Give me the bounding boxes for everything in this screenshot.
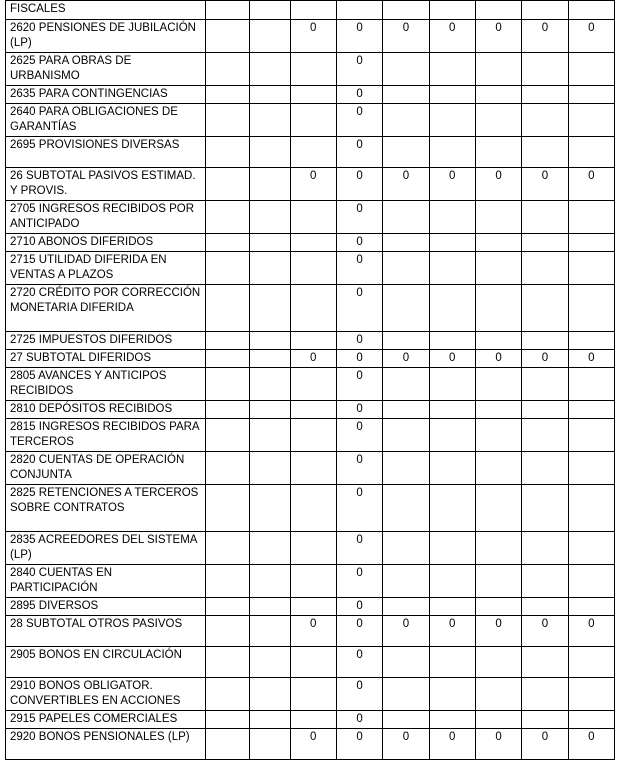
- value-cell: [206, 598, 249, 616]
- value-cell: 0: [429, 350, 475, 368]
- value-cell: [568, 647, 614, 678]
- value-cell: [522, 285, 568, 332]
- value-cell: [290, 419, 336, 452]
- account-label: 27 SUBTOTAL DIFERIDOS: [6, 350, 206, 368]
- value-cell: [206, 252, 249, 285]
- value-cell: [568, 137, 614, 168]
- value-cell: [522, 104, 568, 137]
- value-cell: [429, 137, 475, 168]
- value-cell: 0: [336, 647, 382, 678]
- table-row: [6, 401, 615, 419]
- accounts-table: [5, 0, 615, 760]
- value-cell: [522, 86, 568, 104]
- value-cell: [475, 532, 521, 565]
- value-cell: 0: [475, 350, 521, 368]
- value-cell: [568, 252, 614, 285]
- value-cell: [290, 598, 336, 616]
- value-cell: [429, 332, 475, 350]
- value-cell: 0: [568, 350, 614, 368]
- value-cell: [249, 201, 290, 234]
- value-cell: 0: [290, 616, 336, 647]
- value-cell: [429, 532, 475, 565]
- value-cell: 0: [336, 350, 382, 368]
- value-cell: 0: [336, 401, 382, 419]
- value-cell: [249, 86, 290, 104]
- table-row: [6, 285, 615, 332]
- value-cell: [429, 234, 475, 252]
- value-cell: [475, 368, 521, 401]
- value-cell: [568, 332, 614, 350]
- value-cell: [475, 647, 521, 678]
- value-cell: [568, 1, 614, 20]
- value-cell: [568, 86, 614, 104]
- value-cell: [475, 234, 521, 252]
- value-cell: [206, 86, 249, 104]
- value-cell: [290, 678, 336, 711]
- value-cell: 0: [383, 729, 429, 760]
- account-label: 2835 ACREEDORES DEL SISTEMA (LP): [6, 532, 206, 565]
- value-cell: [522, 678, 568, 711]
- table-row: [6, 252, 615, 285]
- value-cell: [475, 485, 521, 532]
- value-cell: 0: [429, 20, 475, 53]
- table-row: [6, 86, 615, 104]
- value-cell: [475, 86, 521, 104]
- value-cell: [522, 201, 568, 234]
- table-row: [6, 647, 615, 678]
- table-row: [6, 201, 615, 234]
- value-cell: 0: [336, 565, 382, 598]
- value-cell: [206, 452, 249, 485]
- value-cell: [290, 532, 336, 565]
- value-cell: [249, 1, 290, 20]
- value-cell: [249, 168, 290, 201]
- account-label: 26 SUBTOTAL PASIVOS ESTIMAD. Y PROVIS.: [6, 168, 206, 201]
- account-label: 2915 PAPELES COMERCIALES: [6, 711, 206, 729]
- table-row: [6, 368, 615, 401]
- value-cell: [290, 86, 336, 104]
- value-cell: [522, 401, 568, 419]
- value-cell: 0: [429, 616, 475, 647]
- account-label: 2810 DEPÓSITOS RECIBIDOS: [6, 401, 206, 419]
- value-cell: [290, 368, 336, 401]
- value-cell: [290, 485, 336, 532]
- table-row: [6, 1, 615, 20]
- value-cell: [290, 711, 336, 729]
- value-cell: [249, 368, 290, 401]
- account-label: 28 SUBTOTAL OTROS PASIVOS: [6, 616, 206, 647]
- value-cell: 0: [522, 350, 568, 368]
- value-cell: [206, 1, 249, 20]
- value-cell: [475, 53, 521, 86]
- account-label: 2725 IMPUESTOS DIFERIDOS: [6, 332, 206, 350]
- table-row: [6, 565, 615, 598]
- value-cell: [206, 729, 249, 760]
- account-label: 2820 CUENTAS DE OPERACIÓN CONJUNTA: [6, 452, 206, 485]
- value-cell: [383, 452, 429, 485]
- value-cell: [475, 711, 521, 729]
- value-cell: [206, 53, 249, 86]
- account-label: 2620 PENSIONES DE JUBILACIÓN (LP): [6, 20, 206, 53]
- value-cell: [383, 678, 429, 711]
- value-cell: 0: [290, 729, 336, 760]
- value-cell: [383, 201, 429, 234]
- account-label: 2715 UTILIDAD DIFERIDA EN VENTAS A PLAZOS: [6, 252, 206, 285]
- value-cell: 0: [290, 350, 336, 368]
- table-row: [6, 598, 615, 616]
- table-row: [6, 234, 615, 252]
- account-label: 2905 BONOS EN CIRCULACIÓN: [6, 647, 206, 678]
- value-cell: [206, 565, 249, 598]
- value-cell: [429, 201, 475, 234]
- value-cell: [249, 565, 290, 598]
- value-cell: [249, 234, 290, 252]
- value-cell: [290, 1, 336, 20]
- value-cell: [383, 137, 429, 168]
- value-cell: [249, 20, 290, 53]
- value-cell: [383, 1, 429, 20]
- table-row: [6, 104, 615, 137]
- value-cell: [290, 201, 336, 234]
- value-cell: 0: [336, 86, 382, 104]
- table-row: [6, 168, 615, 201]
- value-cell: 0: [475, 729, 521, 760]
- value-cell: [290, 234, 336, 252]
- value-cell: [429, 647, 475, 678]
- value-cell: [383, 285, 429, 332]
- value-cell: [568, 234, 614, 252]
- account-label: 2825 RETENCIONES A TERCEROS SOBRE CONTRATOS: [6, 485, 206, 532]
- value-cell: [568, 532, 614, 565]
- value-cell: [429, 1, 475, 20]
- value-cell: [522, 252, 568, 285]
- value-cell: [475, 565, 521, 598]
- value-cell: [383, 485, 429, 532]
- value-cell: 0: [383, 168, 429, 201]
- value-cell: 0: [522, 729, 568, 760]
- value-cell: [568, 565, 614, 598]
- table-row: [6, 532, 615, 565]
- value-cell: 0: [568, 168, 614, 201]
- value-cell: [249, 532, 290, 565]
- value-cell: [522, 711, 568, 729]
- value-cell: 0: [475, 168, 521, 201]
- value-cell: 0: [336, 252, 382, 285]
- value-cell: [249, 647, 290, 678]
- value-cell: 0: [336, 234, 382, 252]
- value-cell: [568, 419, 614, 452]
- value-cell: 0: [336, 137, 382, 168]
- value-cell: [429, 53, 475, 86]
- value-cell: [429, 419, 475, 452]
- table-row: [6, 332, 615, 350]
- value-cell: 0: [429, 729, 475, 760]
- value-cell: [383, 419, 429, 452]
- value-cell: 0: [383, 616, 429, 647]
- value-cell: 0: [336, 598, 382, 616]
- value-cell: [383, 53, 429, 86]
- value-cell: 0: [336, 20, 382, 53]
- value-cell: 0: [336, 678, 382, 711]
- value-cell: [206, 234, 249, 252]
- value-cell: [475, 598, 521, 616]
- value-cell: [383, 565, 429, 598]
- value-cell: [568, 401, 614, 419]
- value-cell: [206, 137, 249, 168]
- value-cell: [383, 332, 429, 350]
- value-cell: [206, 678, 249, 711]
- value-cell: [568, 452, 614, 485]
- value-cell: [249, 729, 290, 760]
- account-label: 2815 INGRESOS RECIBIDOS PARA TERCEROS: [6, 419, 206, 452]
- value-cell: [522, 53, 568, 86]
- value-cell: [522, 419, 568, 452]
- value-cell: [475, 1, 521, 20]
- value-cell: 0: [522, 168, 568, 201]
- table-row: [6, 678, 615, 711]
- table-row: [6, 350, 615, 368]
- value-cell: [475, 201, 521, 234]
- value-cell: [429, 401, 475, 419]
- value-cell: [475, 332, 521, 350]
- value-cell: [568, 485, 614, 532]
- value-cell: 0: [336, 168, 382, 201]
- value-cell: [206, 419, 249, 452]
- value-cell: [206, 168, 249, 201]
- table-row: [6, 452, 615, 485]
- value-cell: [568, 711, 614, 729]
- value-cell: [249, 616, 290, 647]
- value-cell: [568, 368, 614, 401]
- value-cell: [522, 532, 568, 565]
- account-label: 2910 BONOS OBLIGATOR. CONVERTIBLES EN ACCIONES: [6, 678, 206, 711]
- value-cell: 0: [290, 168, 336, 201]
- value-cell: [206, 647, 249, 678]
- value-cell: [290, 332, 336, 350]
- value-cell: [429, 711, 475, 729]
- value-cell: 0: [475, 616, 521, 647]
- value-cell: [429, 598, 475, 616]
- value-cell: [522, 452, 568, 485]
- value-cell: [290, 137, 336, 168]
- value-cell: [290, 452, 336, 485]
- value-cell: [206, 332, 249, 350]
- value-cell: [568, 678, 614, 711]
- value-cell: [206, 285, 249, 332]
- value-cell: [429, 285, 475, 332]
- value-cell: [475, 419, 521, 452]
- value-cell: 0: [475, 20, 521, 53]
- value-cell: 0: [336, 485, 382, 532]
- value-cell: [249, 53, 290, 86]
- account-label: 2920 BONOS PENSIONALES (LP): [6, 729, 206, 760]
- value-cell: [475, 401, 521, 419]
- value-cell: 0: [336, 452, 382, 485]
- value-cell: 0: [336, 368, 382, 401]
- value-cell: 0: [568, 616, 614, 647]
- value-cell: [429, 485, 475, 532]
- value-cell: 0: [336, 332, 382, 350]
- value-cell: [249, 678, 290, 711]
- value-cell: 0: [568, 20, 614, 53]
- account-label: 2840 CUENTAS EN PARTICIPACIÓN: [6, 565, 206, 598]
- value-cell: [290, 104, 336, 137]
- value-cell: [429, 252, 475, 285]
- account-label: 2895 DIVERSOS: [6, 598, 206, 616]
- table-row: [6, 419, 615, 452]
- value-cell: [336, 1, 382, 20]
- value-cell: [522, 647, 568, 678]
- value-cell: 0: [336, 616, 382, 647]
- value-cell: [429, 678, 475, 711]
- value-cell: [568, 104, 614, 137]
- value-cell: [383, 252, 429, 285]
- value-cell: [206, 485, 249, 532]
- value-cell: 0: [522, 616, 568, 647]
- value-cell: [249, 350, 290, 368]
- value-cell: 0: [522, 20, 568, 53]
- account-label: 2705 INGRESOS RECIBIDOS POR ANTICIPADO: [6, 201, 206, 234]
- value-cell: [249, 252, 290, 285]
- value-cell: 0: [336, 729, 382, 760]
- value-cell: [383, 598, 429, 616]
- value-cell: [475, 252, 521, 285]
- value-cell: [383, 104, 429, 137]
- value-cell: [383, 711, 429, 729]
- value-cell: [383, 368, 429, 401]
- value-cell: [429, 86, 475, 104]
- table-row: [6, 616, 615, 647]
- value-cell: [249, 285, 290, 332]
- account-label: FISCALES: [6, 1, 206, 20]
- value-cell: [383, 647, 429, 678]
- value-cell: [249, 332, 290, 350]
- value-cell: [249, 711, 290, 729]
- value-cell: [475, 137, 521, 168]
- value-cell: [522, 137, 568, 168]
- value-cell: [249, 419, 290, 452]
- value-cell: [383, 532, 429, 565]
- table-row: [6, 729, 615, 760]
- account-label: 2640 PARA OBLIGACIONES DE GARANTÍAS: [6, 104, 206, 137]
- account-label: 2805 AVANCES Y ANTICIPOS RECIBIDOS: [6, 368, 206, 401]
- table-row: [6, 20, 615, 53]
- value-cell: [429, 104, 475, 137]
- account-label: 2720 CRÉDITO POR CORRECCIÓN MONETARIA DIFERIDA: [6, 285, 206, 332]
- value-cell: [206, 711, 249, 729]
- table-row: [6, 137, 615, 168]
- value-cell: [522, 234, 568, 252]
- value-cell: 0: [336, 419, 382, 452]
- value-cell: [383, 401, 429, 419]
- value-cell: [290, 647, 336, 678]
- value-cell: [522, 1, 568, 20]
- value-cell: [206, 616, 249, 647]
- account-label: 2625 PARA OBRAS DE URBANISMO: [6, 53, 206, 86]
- value-cell: [429, 368, 475, 401]
- value-cell: 0: [568, 729, 614, 760]
- value-cell: 0: [383, 20, 429, 53]
- value-cell: [383, 86, 429, 104]
- value-cell: [383, 234, 429, 252]
- value-cell: [568, 598, 614, 616]
- value-cell: [475, 104, 521, 137]
- value-cell: [290, 285, 336, 332]
- value-cell: [522, 368, 568, 401]
- value-cell: 0: [336, 532, 382, 565]
- value-cell: [206, 201, 249, 234]
- table-row: [6, 711, 615, 729]
- table-row: [6, 53, 615, 86]
- value-cell: [206, 368, 249, 401]
- value-cell: [522, 332, 568, 350]
- value-cell: [249, 452, 290, 485]
- value-cell: [290, 401, 336, 419]
- value-cell: [290, 252, 336, 285]
- value-cell: [522, 565, 568, 598]
- account-label: 2710 ABONOS DIFERIDOS: [6, 234, 206, 252]
- value-cell: [429, 565, 475, 598]
- value-cell: [475, 678, 521, 711]
- value-cell: [249, 401, 290, 419]
- value-cell: 0: [336, 201, 382, 234]
- value-cell: [249, 137, 290, 168]
- value-cell: [206, 20, 249, 53]
- value-cell: [475, 285, 521, 332]
- value-cell: [249, 104, 290, 137]
- value-cell: 0: [336, 285, 382, 332]
- value-cell: [290, 565, 336, 598]
- value-cell: [206, 104, 249, 137]
- value-cell: [568, 53, 614, 86]
- value-cell: 0: [290, 20, 336, 53]
- value-cell: [206, 350, 249, 368]
- value-cell: [522, 485, 568, 532]
- value-cell: 0: [383, 350, 429, 368]
- value-cell: [290, 53, 336, 86]
- table-row: [6, 485, 615, 532]
- account-label: 2635 PARA CONTINGENCIAS: [6, 86, 206, 104]
- value-cell: 0: [429, 168, 475, 201]
- value-cell: 0: [336, 711, 382, 729]
- value-cell: 0: [336, 104, 382, 137]
- value-cell: [522, 598, 568, 616]
- value-cell: [249, 485, 290, 532]
- value-cell: [475, 452, 521, 485]
- value-cell: [429, 452, 475, 485]
- value-cell: 0: [336, 53, 382, 86]
- value-cell: [249, 598, 290, 616]
- value-cell: [206, 401, 249, 419]
- accounts-table-body: [6, 1, 615, 760]
- value-cell: [206, 532, 249, 565]
- value-cell: [568, 201, 614, 234]
- value-cell: [568, 285, 614, 332]
- account-label: 2695 PROVISIONES DIVERSAS: [6, 137, 206, 168]
